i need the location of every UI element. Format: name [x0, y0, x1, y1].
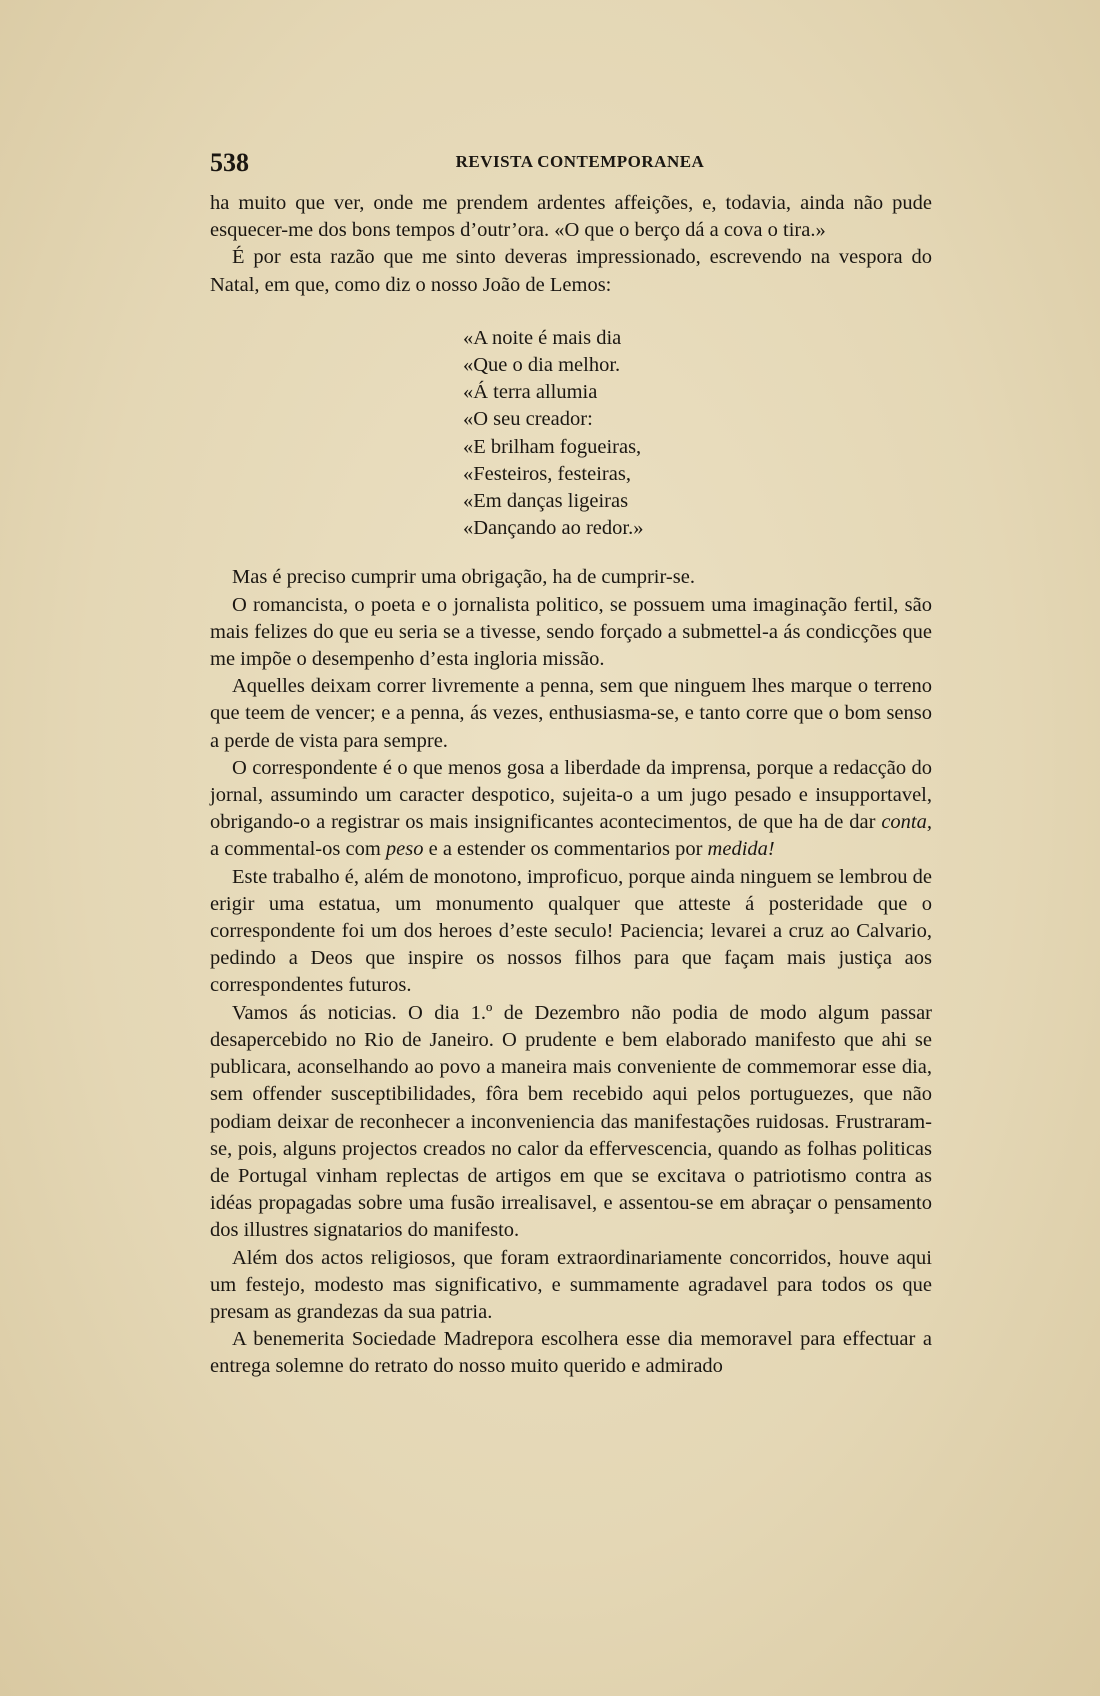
- paragraph-continuation: ha muito que ver, onde me prendem ardentes affeições, e, todavia, ainda não pude esquecer-me dos bons tempos d’outr’ora. «O que o berço dá a cova o tira.»: [210, 192, 932, 242]
- paragraph-pen: Aquelles deixam correr livremente a penna, sem que ninguem lhes marque o terreno que teem de vencer; e a penna, ás vezes, enthusiasma-se, e tanto corre que o bom senso a perde de vista para sempre.: [210, 675, 932, 752]
- text-run: e a estender os commentarios por: [423, 838, 708, 861]
- italic-word-conta: conta,: [881, 811, 932, 834]
- poem-line: «E brilham fogueiras,: [463, 435, 642, 458]
- poem-line: «A noite é mais dia: [463, 326, 622, 349]
- italic-word-peso: peso: [385, 838, 424, 861]
- poem-line: «Em danças ligeiras: [463, 490, 629, 513]
- poem-line: «Que o dia melhor.: [463, 354, 621, 377]
- paragraph-obligation: Mas é preciso cumprir uma obrigação, ha de cumprir-se.: [232, 566, 695, 589]
- running-title: REVISTA CONTEMPORANEA: [455, 152, 705, 171]
- text-run: O correspondente é o que menos gosa a liberdade da imprensa, porque a redacção do jornal, assumindo um caracter despotico, sujeita-o a um jugo pesado e insupportavel, obrigando-o a registrar os mais insignificantes acontecimentos, de que ha de dar: [210, 756, 932, 834]
- poem-line: «Festeiros, festeiras,: [463, 462, 631, 485]
- text-run: a commental-os com: [210, 838, 386, 861]
- paragraph-work: Este trabalho é, além de monotono, improficuo, porque ainda ninguem se lembrou de erigir uma estatua, um monumento qualquer que atteste á posteridade que o correspondente foi um dos heroes d’este seculo! Paciencia; levarei a cruz ao Calvario, pedindo a Deos que inspire os nossos filhos para que façam mais justiça aos correspondentes futuros.: [210, 865, 932, 997]
- page-header: [210, 148, 930, 178]
- poem-line: «Á terra allumia: [463, 381, 598, 404]
- italic-word-medida: medida!: [707, 838, 775, 861]
- poem-quote: [463, 325, 932, 543]
- paragraph-religious-acts: Além dos actos religiosos, que foram extraordinariamente concorridos, houve aqui um festejo, modesto mas significativo, e summamente agradavel para todos os que presam as grandezas da sua patria.: [210, 1246, 932, 1323]
- paragraph-intro-poem: É por esta razão que me sinto deveras impressionado, escrevendo na vespora do Natal, em que, como diz o nosso João de Lemos:: [210, 246, 932, 296]
- paragraph-society: A benemerita Sociedade Madrepora escolhera esse dia memoravel para effectuar a entrega solemne do retrato do nosso muito querido e admirado: [210, 1328, 932, 1378]
- page-number: 538: [210, 148, 249, 177]
- article-body: [210, 190, 932, 1381]
- paragraph-correspondent: [210, 755, 932, 864]
- poem-line: «Dançando ao redor.»: [463, 517, 644, 540]
- paragraph-news: Vamos ás noticias. O dia 1.º de Dezembro não podia de modo algum passar desapercebido no Rio de Janeiro. O prudente e bem elaborado manifesto que ahi se publicara, aconselhando ao povo a maneira mais conveniente de commemorar esse dia, sem offender susceptibilidades, fôra bem recebido aqui pelos portuguezes, que não podiam deixar de reconhecer a inconveniencia das manifestações ruidosas. Frustraram-se, pois, alguns projectos creados no calor da effervescencia, quando as folhas politicas de Portugal vinham replectas de artigos em que se excitava o patriotismo contra as idéas propagadas sobre uma fusão irrealisavel, e assentou-se em abraçar o pensamento dos illustres signatarios do manifesto.: [210, 1001, 932, 1242]
- paragraph-novelist: O romancista, o poeta e o jornalista politico, se possuem uma imaginação fertil, são mais felizes do que eu seria se a tivesse, sendo forçado a submettel-a ás condicções que me impõe o desempenho d’esta ingloria missão.: [210, 593, 932, 671]
- poem-line: «O seu creador:: [463, 408, 593, 431]
